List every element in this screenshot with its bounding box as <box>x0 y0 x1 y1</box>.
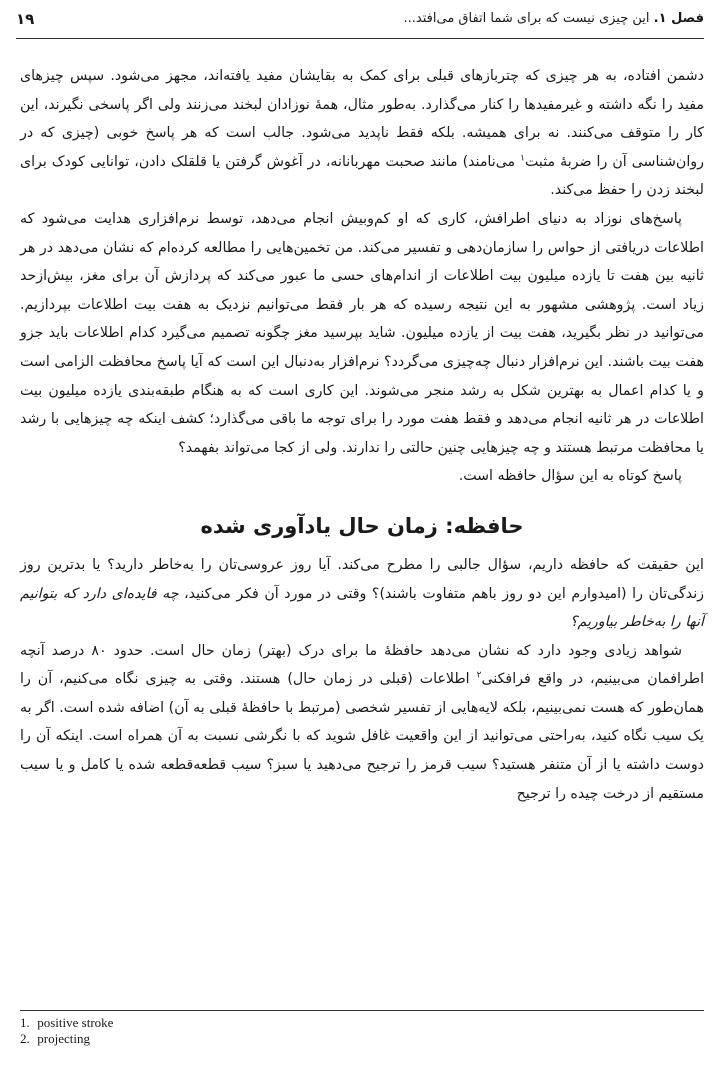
page-number: ۱۹ <box>16 10 35 28</box>
footnote-ref-2: ۲ <box>476 670 482 681</box>
paragraph-4-text: این حقیقت که حافظه داریم، سؤال جالبی را مطرح می‌کند. آیا روز عروسی‌تان را به‌خاطر دارید؟ یا بدترین روز زندگی‌تان را (امیدوارم این دو روز باهم متفاوت باشند)؟ وقتی در مورد آن فکر می‌کنید، <box>20 556 704 602</box>
section-heading: حافظه: زمان حال یادآوری شده <box>200 513 524 538</box>
paragraph-3: پاسخ کوتاه به این سؤال حافظه است. <box>458 468 682 485</box>
chapter-number: فصل ۱. <box>653 11 704 26</box>
paragraph-5-tail: اطلاعات (قبلی در زمان حال) هستند. وقتی به چیزی نگاه می‌کنیم، آن را همان‌طور که هست نمی‌بینیم، بلکه لایه‌هایی از تفسیر شخصی (مرتبط با حافظهٔ قبلی به آن) اضافه شده است. اگر به یک سیب نگاه کنید، به‌راحتی می‌توانید از این واقعیت غافل شوید که با نگرشی نسبت به آن همراه است. اینکه آن را دوست داشته یا از آن متنفر هستید؟ سیب قرمز را ترجیح می‌دهید یا سبز؟ سیب قطعه‌قطعه شده یا کامل و یا سیب مستقیم از درخت چیده را ترجیح <box>20 671 704 802</box>
paragraph-2: پاسخ‌های نوزاد به دنیای اطرافش، کاری که او کم‌وبیش انجام می‌دهد، توسط نرم‌افزاری هدایت می‌شود که اطلاعات دریافتی از حواس را سازمان‌دهی و تفسیر می‌کند. من تخمین‌هایی را مطالعه کرده‌ام که نشان می‌دهد در هر ثانیه بین هفت تا یازده میلیون بیت اطلاعات از اندام‌های حسی ما عبور می‌کند که پردازش آن برای مغز، بیش‌ازحد زیاد است. پژوهشی مشهور به این نتیجه رسیده که هر بار فقط می‌توانیم نزدیک به هفت بیت اطلاعات بپردازیم. می‌توانید در نظر بگیرید، هفت بیت از یازده میلیون. شاید بپرسید مغز چگونه تصمیم می‌گیرد کدام اطلاعات باید جزو هفت بیت باشند. این نرم‌افزار دنبال چه‌چیزی می‌گردد؟ نرم‌افزار به‌دنبال این است که آیا پاسخ محافظت الزامی است و یا کدام اعمال به بهترین شکل به رشد منجر می‌شوند. این کاری است که به هنگام طبقه‌بندی یازده میلیون بیت اطلاعات در هر ثانیه انجام می‌دهد و فقط هفت مورد را برای توجه ما باقی می‌گذارد؛ کشف اینکه چه چیزهایی با رشد یا محافظت مرتبط هستند و چه چیزهایی چنین حالتی را ندارند. ولی از کجا می‌تواند بفهمد؟ <box>20 210 704 456</box>
footnote-number: 1. <box>20 1015 30 1030</box>
paragraph-5-text: شواهد زیادی وجود دارد که نشان می‌دهد حافظهٔ ما برای درک (بهتر) زمان حال است. حدود ۸۰ درصد آنچه اطرافمان می‌بینیم، در واقع فرافکنی <box>20 642 705 688</box>
footnote-text: projecting <box>37 1031 90 1046</box>
footnote-item <box>20 1015 113 1031</box>
paragraph-4 <box>20 551 704 637</box>
paragraph-4-question: چه فایده‌ای دارد که بتوانیم آنها را به‌خاطر بیاوریم؟ <box>20 585 704 631</box>
paragraph-1-tail: می‌نامند) مانند صحبت مهربانانه، در آغوش گرفتن یا قلقلک دادن، توانایی کودک برای لبخند زدن را حفظ می‌کند. <box>20 153 704 199</box>
running-header <box>16 8 704 39</box>
footnote-number: 2. <box>20 1031 30 1046</box>
footnotes <box>20 1015 113 1047</box>
paragraph-1-text: دشمن افتاده، به هر چیزی که چتربازهای قبلی برای کمک به بقایشان مفید یافته‌اند، مجهز می‌شود. سپس چیزهای مفید را نگه داشته و غیرمفیدها را کنار می‌گذارد. به‌طور مثال، همهٔ نوزادان لبخند می‌زنند ولی اگر پاسخی نگیرند، این کار را متوقف می‌کنند. نه برای همیشه. بلکه فقط ناپدید می‌شود. جالب است که هر پاسخ خوبی (چیزی که در روان‌شناسی آن را ضربهٔ مثبت <box>20 68 704 170</box>
paragraph-1 <box>20 62 704 205</box>
running-title <box>404 11 704 26</box>
footnote-ref-1: ۱ <box>520 153 525 164</box>
body-text <box>20 62 704 808</box>
footnote-divider <box>20 1010 704 1011</box>
paragraph-5 <box>20 637 704 809</box>
footnote-text: positive stroke <box>37 1015 114 1030</box>
footnote-item <box>20 1031 113 1047</box>
chapter-title: این چیزی نیست که برای شما اتفاق می‌افتد... <box>403 11 650 26</box>
